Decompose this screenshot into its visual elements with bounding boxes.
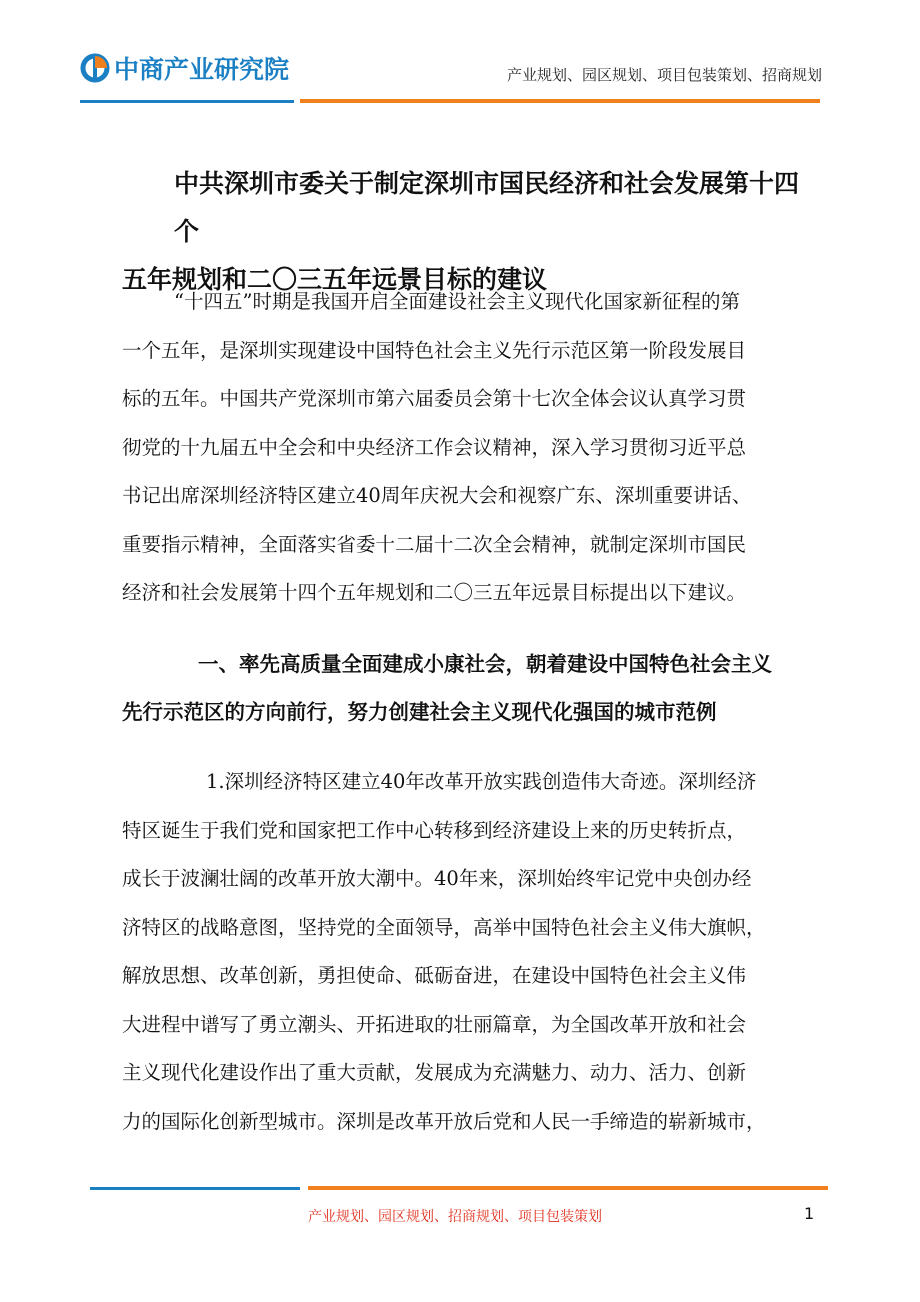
para-line: 解放思想、改革创新，勇担使命、砥砺奋进，在建设中国特色社会主义伟 (122, 964, 747, 987)
brand-logo (80, 48, 289, 88)
para-line: 力的国际化创新型城市。深圳是改革开放后党和人民一手缔造的崭新城市， (122, 1109, 766, 1133)
para-line: 济特区的战略意图，坚持党的全面领导，高举中国特色社会主义伟大旗帜， (122, 915, 766, 939)
section-heading-line-2: 先行示范区的方向前行，努力创建社会主义现代化强国的城市范例 (122, 700, 717, 724)
section-heading-line-1: 一、率先高质量全面建成小康社会，朝着建设中国特色社会主义 (198, 652, 772, 676)
intro-line: 一个五年，是深圳实现建设中国特色社会主义先行示范区第一阶段发展目 (122, 338, 747, 362)
body-paragraph (122, 758, 822, 1146)
intro-line: 重要指示精神，全面落实省委十二届十二次全会精神，就制定深圳市国民 (122, 532, 747, 556)
logo-icon (80, 53, 110, 83)
header-tagline: 产业规划、园区规划、项目包装策划、招商规划 (506, 66, 822, 84)
para-line: 成长于波澜壮阔的改革开放大潮中。40年来，深圳始终牢记党中央创办经 (122, 867, 752, 890)
para-line: 1.深圳经济特区建立40年改革开放实践创造伟大奇迹。深圳经济 (206, 770, 757, 793)
intro-line: 经济和社会发展第十四个五年规划和二〇三五年远景目标提出以下建议。 (122, 581, 747, 604)
title-line-1: 中共深圳市委关于制定深圳市国民经济和社会发展第十四个 (174, 169, 800, 246)
page-number: 1 (804, 1204, 815, 1223)
para-line: 大进程中谱写了勇立潮头、开拓进取的壮丽篇章，为全国改革开放和社会 (122, 1012, 747, 1036)
intro-line: “十四五”时期是我国开启全面建设社会主义现代化国家新征程的第 (174, 290, 740, 313)
intro-line: 彻党的十九届五中全会和中央经济工作会议精神，深入学习贯彻习近平总 (122, 435, 747, 459)
intro-line: 标的五年。中国共产党深圳市第六届委员会第十七次全体会议认真学习贯 (122, 387, 747, 410)
section-heading (122, 640, 822, 736)
footer-divider-blue (90, 1187, 300, 1190)
para-line: 特区诞生于我们党和国家把工作中心转移到经济建设上来的历史转折点， (122, 818, 747, 842)
header-divider-blue (80, 100, 294, 103)
footer-divider-orange (308, 1186, 828, 1190)
title-line-2: 五年规划和二〇三五年远景目标的建议 (122, 265, 548, 294)
footer-tagline: 产业规划、园区规划、招商规划、项目包装策划 (308, 1209, 602, 1225)
header-divider-orange (300, 99, 820, 103)
logo-text: 中商产业研究院 (114, 55, 290, 84)
intro-line: 书记出席深圳经济特区建立40周年庆祝大会和视察广东、深圳重要讲话、 (122, 484, 752, 507)
intro-paragraph (122, 278, 822, 618)
para-line: 主义现代化建设作出了重大贡献，发展成为充满魅力、动力、活力、创新 (122, 1061, 747, 1084)
